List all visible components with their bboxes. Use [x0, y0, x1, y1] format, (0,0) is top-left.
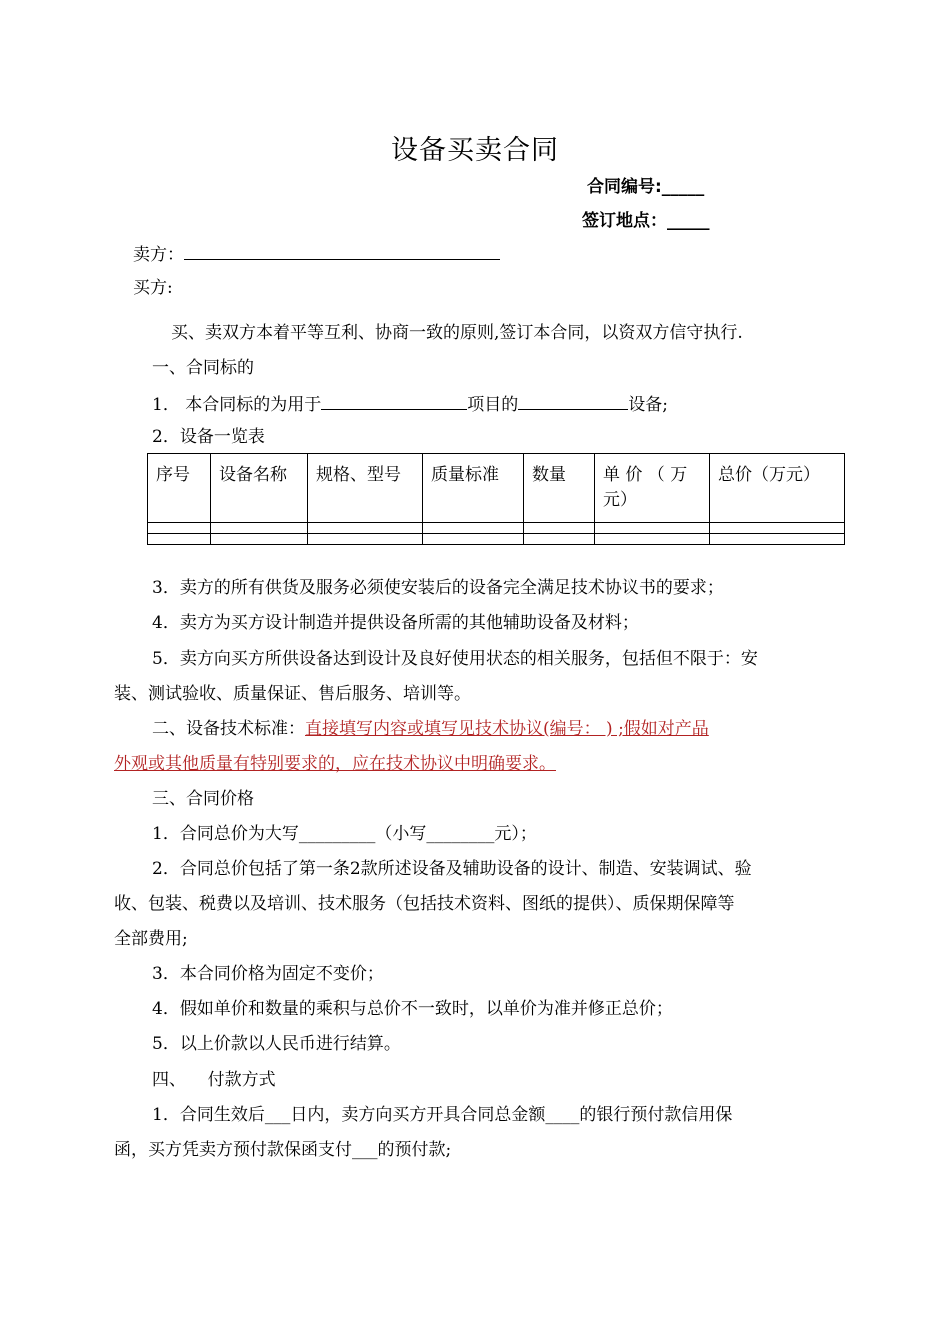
table-cell[interactable]	[595, 523, 710, 534]
section2-red-text-1: 直接填写内容或填写见技术协议(编号： ) ;假如对产品	[305, 719, 709, 739]
table-row	[148, 523, 845, 534]
section1-item2: 2．设备一览表	[152, 427, 265, 447]
header-model: 规格、型号	[308, 454, 423, 523]
table-cell[interactable]	[710, 523, 845, 534]
section2-line2	[114, 754, 556, 774]
section4-heading: 四、 付款方式	[152, 1070, 276, 1090]
section3-item2-line1: 2．合同总价包括了第一条2款所述设备及辅助设备的设计、制造、安装调试、验	[152, 859, 752, 879]
section4-item1-line1: 1．合同生效后___日内，卖方向买方开具合同总金额____的银行预付款信用保	[152, 1105, 733, 1125]
section3-item1: 1．合同总价为大写_________（小写________元）；	[152, 824, 537, 844]
item1-text-b: 项目的	[467, 395, 519, 415]
seller-label: 卖方：	[133, 245, 184, 265]
section3-item3: 3．本合同价格为固定不变价；	[152, 964, 384, 984]
section3-item2-line2: 收、包装、税费以及培训、技术服务（包括技术资料、图纸的提供）、质保期保障等	[114, 894, 735, 914]
table-cell[interactable]	[710, 534, 845, 545]
section3-heading: 三、合同价格	[152, 789, 254, 809]
table-row	[148, 534, 845, 545]
seller-blank[interactable]	[184, 243, 500, 260]
contract-number: 合同编号:_____	[587, 177, 705, 197]
table-cell[interactable]	[423, 534, 524, 545]
section3-item5: 5．以上价款以人民币进行结算。	[152, 1034, 401, 1054]
signing-place: 签订地点：_____	[582, 211, 710, 231]
seller-line	[133, 243, 500, 265]
section2-red-text-2: 外观或其他质量有特别要求的，应在技术协议中明确要求。	[114, 754, 556, 774]
header-quality: 质量标准	[423, 454, 524, 523]
section1-item5-line2: 装、测试验收、质量保证、售后服务、培训等。	[114, 684, 471, 704]
header-index: 序号	[148, 454, 211, 523]
header-quantity: 数量	[524, 454, 595, 523]
section3-item4: 4．假如单价和数量的乘积与总价不一致时，以单价为准并修正总价；	[152, 999, 673, 1019]
header-unit-price: 单 价 （ 万 元）	[595, 454, 710, 523]
equipment-table	[147, 453, 845, 545]
table-header-row	[148, 454, 845, 523]
section3-item2-line3: 全部费用;	[114, 929, 188, 949]
header-name: 设备名称	[211, 454, 308, 523]
equipment-blank[interactable]	[518, 393, 628, 410]
table-cell[interactable]	[308, 534, 423, 545]
table-cell[interactable]	[423, 523, 524, 534]
section1-item1	[152, 393, 668, 415]
section2-line1	[152, 719, 709, 739]
buyer-label: 买方:	[133, 278, 173, 298]
item1-text-c: 设备;	[628, 395, 668, 415]
item1-text-a: 1． 本合同标的为用于	[152, 395, 322, 415]
document-title: 设备买卖合同	[391, 135, 559, 166]
table-cell[interactable]	[148, 534, 211, 545]
section1-item3: 3．卖方的所有供货及服务必须使安装后的设备完全满足技术协议书的要求；	[152, 578, 724, 598]
table-cell[interactable]	[211, 534, 308, 545]
section1-item4: 4．卖方为买方设计制造并提供设备所需的其他辅助设备及材料；	[152, 613, 639, 633]
table-cell[interactable]	[308, 523, 423, 534]
section1-item5-line1: 5．卖方向买方所供设备达到设计及良好使用状态的相关服务，包括但不限于：安	[152, 649, 758, 669]
table-cell[interactable]	[148, 523, 211, 534]
header-total-price: 总价（万元）	[710, 454, 845, 523]
section4-item1-line2: 函，买方凭卖方预付款保函支付___的预付款;	[114, 1140, 452, 1160]
project-blank[interactable]	[321, 393, 467, 410]
table-cell[interactable]	[211, 523, 308, 534]
table-cell[interactable]	[524, 534, 595, 545]
section1-heading: 一、合同标的	[152, 358, 254, 378]
intro-paragraph: 买、卖双方本着平等互利、协商一致的原则,签订本合同，以资双方信守执行.	[171, 323, 743, 343]
table-cell[interactable]	[595, 534, 710, 545]
table-cell[interactable]	[524, 523, 595, 534]
section2-heading: 二、设备技术标准：	[152, 719, 305, 739]
